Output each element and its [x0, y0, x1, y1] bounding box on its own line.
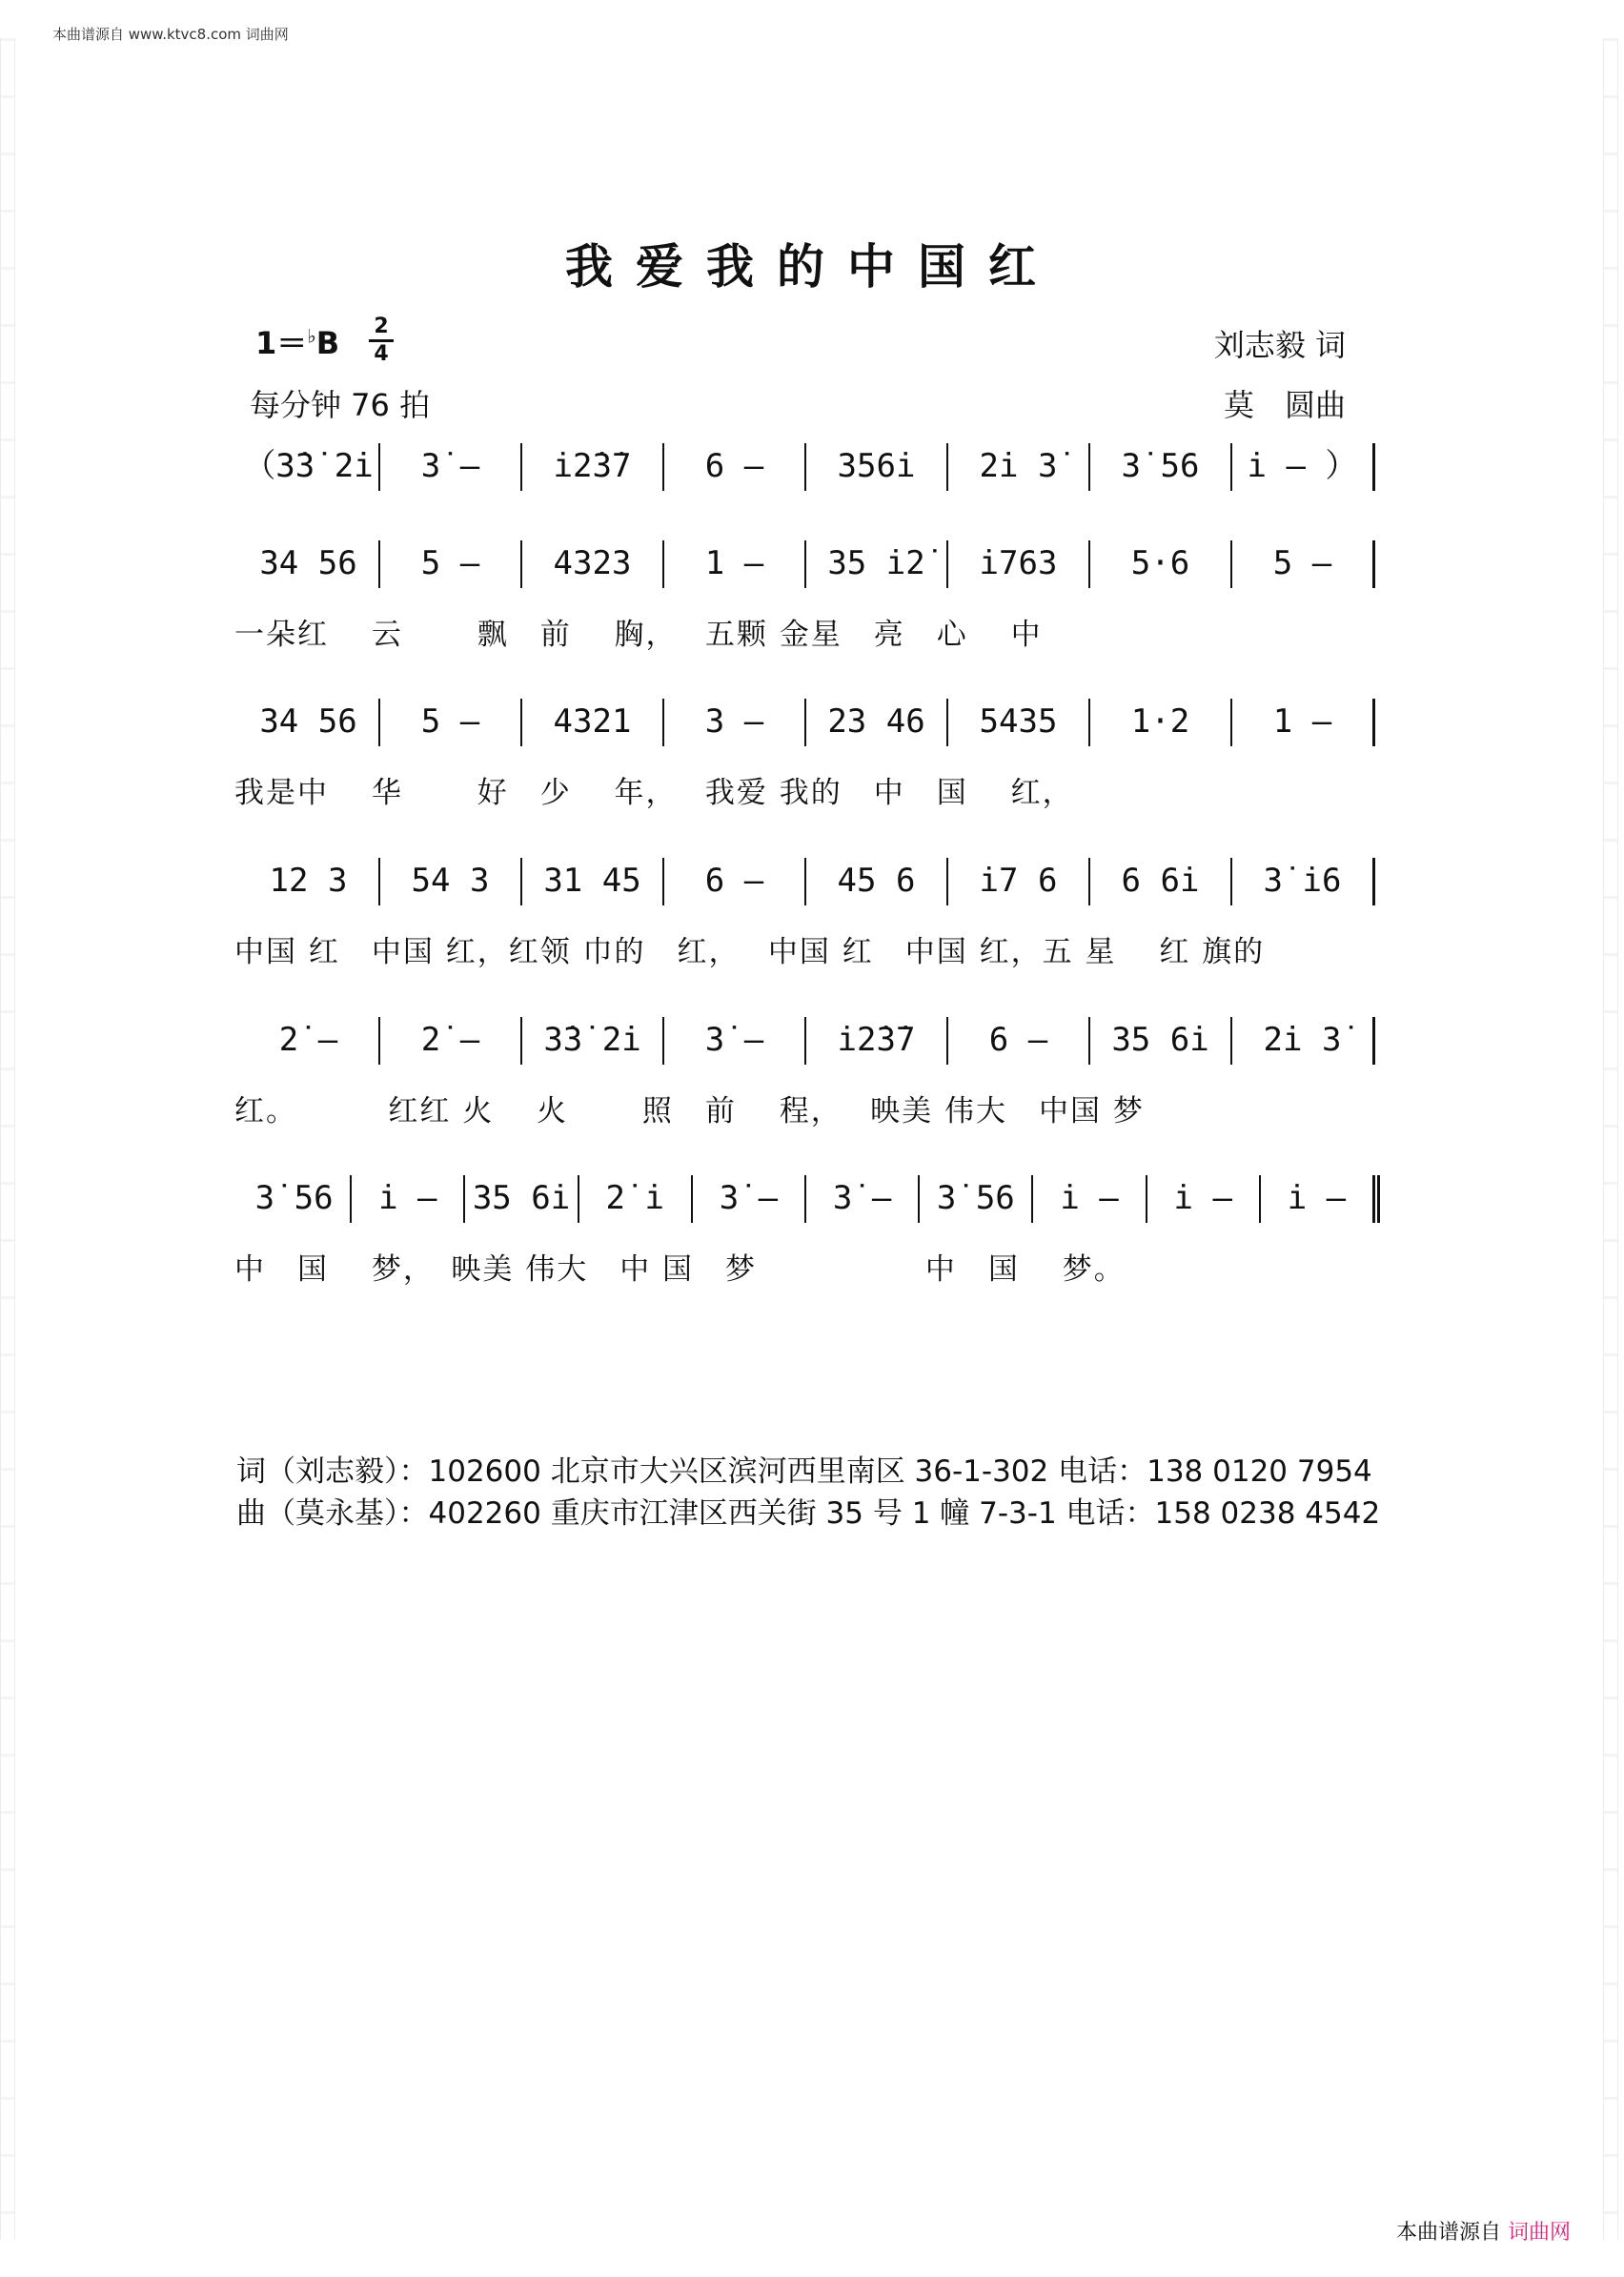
key-signature: 1＝♭B [255, 324, 340, 361]
measure: 2̇i̇ 3̇ [946, 443, 1088, 491]
measure: 3̇ 56 [1088, 443, 1230, 491]
measure: 2̇ – [378, 1017, 520, 1065]
measure: 3̇ – [691, 1175, 804, 1223]
measure: 1 – [1230, 699, 1372, 746]
measure: 3 – [662, 699, 804, 746]
source-site-header: 本曲谱源自 www.ktvc8.com 词曲网 [52, 26, 289, 43]
measure: 35 6i̇ [463, 1175, 577, 1223]
measure: 2̇ – [278, 1021, 338, 1059]
measure: 356i̇ [804, 443, 946, 491]
notation-line [238, 1017, 1375, 1065]
measure: 3̇ 56 [254, 1179, 334, 1217]
measure: 3̇ i̇6 [1230, 858, 1372, 905]
measure: i̇763 [946, 540, 1088, 588]
measure: i̇2̇3̇7 [804, 1017, 946, 1065]
lyrics-line: 中国 红 中国 红，红领 巾的 红， 中国 红 中国 红，五 星 红 旗的 [234, 935, 1266, 969]
measure: 34 56 [259, 544, 357, 582]
watermark-strip-right [1603, 38, 1618, 2240]
measure: 35 6i̇ [1088, 1017, 1230, 1065]
song-title: 我爱我的中国红 [565, 239, 1059, 295]
measure: 54 3 [378, 858, 520, 905]
measure: i̇ – ） [1230, 443, 1372, 491]
measure: （3̇3̇ 2̇i̇ [243, 447, 374, 485]
notation-line [238, 1175, 1380, 1223]
measure: 5 – [378, 699, 520, 746]
measure: 35 i̇2̇ [804, 540, 946, 588]
lyrics-line: 一朵红 云 飘 前 胸， 五颗 金星 亮 心 中 [234, 618, 1043, 652]
measure: 3̇ – [804, 1175, 918, 1223]
measure: 4323 [520, 540, 662, 588]
measure: i̇ – [1146, 1175, 1259, 1223]
lyrics-line: 中 国 梦， 映美 伟大 中 国 梦 中 国 梦。 [234, 1252, 1126, 1287]
measure: 6 6i̇ [1088, 858, 1230, 905]
measure: 23 46 [804, 699, 946, 746]
composer-contact: 曲（莫永基）：402260 重庆市江津区西关街 35 号 1 幢 7-3-1 电话：158 0238 4542 [236, 1496, 1381, 1531]
measure: 5·6 [1088, 540, 1230, 588]
lyrics-line: 红。 红红 火 火 照 前 程， 映美 伟大 中国 梦 [234, 1094, 1145, 1128]
measure: 6 – [946, 1017, 1088, 1065]
measure: 3̇3̇ 2̇i̇ [520, 1017, 662, 1065]
composer-credit: 莫 圆曲 [1223, 387, 1346, 423]
measure: 2̇i̇ 3̇ [1230, 1017, 1372, 1065]
lyrics-line: 我是中 华 好 少 年， 我爱 我的 中 国 红， [234, 776, 1074, 810]
measure: 5 – [1230, 540, 1372, 588]
source-brand-footer: 本曲谱源自 词曲网 [1395, 2221, 1571, 2245]
measure: 5 – [378, 540, 520, 588]
measure: i̇ – [350, 1175, 463, 1223]
measure: 5435 [946, 699, 1088, 746]
watermark-strip-left [0, 38, 15, 2240]
measure: i̇ – [1259, 1175, 1372, 1223]
measure: 45 6 [804, 858, 946, 905]
measure: 31 45 [520, 858, 662, 905]
tempo-marking: 每分钟 76 拍 [250, 387, 431, 423]
measure: 2̇ i̇ [578, 1175, 691, 1223]
measure: 3̇ – [378, 443, 520, 491]
notation-line [238, 699, 1375, 746]
measure: i̇ – [1031, 1175, 1145, 1223]
lyricist-contact: 词（刘志毅）：102600 北京市大兴区滨河西里南区 36-1-302 电话：138 0120 7954 [236, 1454, 1372, 1489]
measure: 34 56 [259, 702, 357, 741]
measure: 6 – [662, 858, 804, 905]
measure: 12 3 [269, 862, 348, 900]
time-signature: 2 4 [369, 316, 394, 365]
measure: 3̇ 56 [918, 1175, 1031, 1223]
measure: i̇7 6 [946, 858, 1088, 905]
notation-line [238, 858, 1375, 905]
notation-line [238, 443, 1375, 491]
measure: 1 – [662, 540, 804, 588]
notation-line [238, 540, 1375, 588]
measure: 6 – [662, 443, 804, 491]
lyricist-credit: 刘志毅 词 [1213, 327, 1346, 363]
measure: i̇2̇3̇7 [520, 443, 662, 491]
measure: 4321 [520, 699, 662, 746]
measure: 1·2 [1088, 699, 1230, 746]
measure: 3̇ – [662, 1017, 804, 1065]
